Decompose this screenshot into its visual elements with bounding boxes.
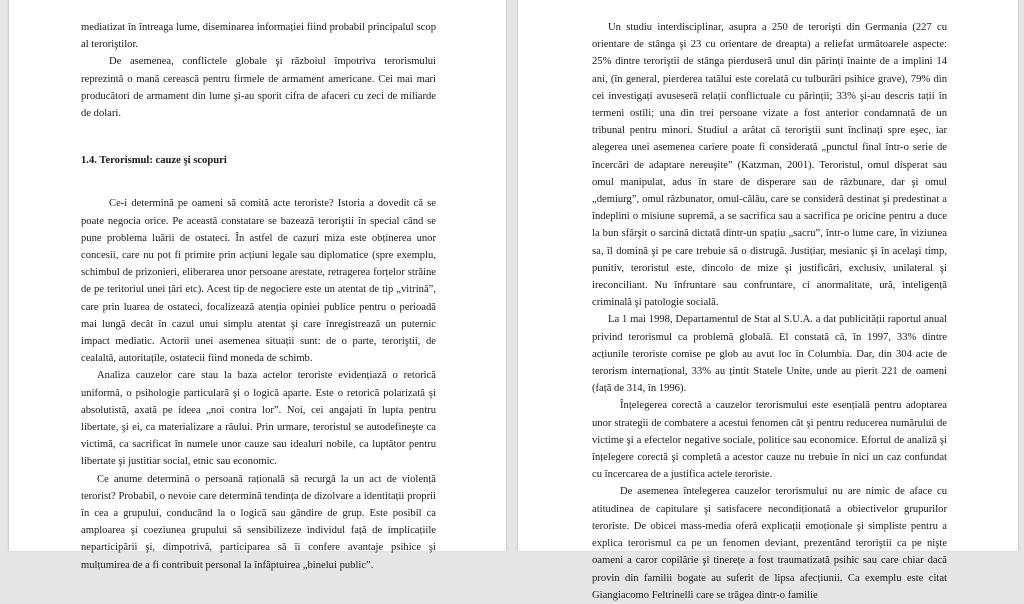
paragraph: La 1 mai 1998, Departamentul de Stat al S.U.A. a dat publicității raportul anual privind terorismul ca problemă globală. El constată că, în 1997, 33% dintre acțiunile teroriste comise pe glob au avut loc în Columbia. Dar, din 304 acte de terorism internațional, 33% au țintit Statele Unite, unde au pierit 221 de oameni (față de 314, în 1996). bbox=[592, 314, 947, 395]
paragraph: De asemenea întelegerea cauzelor terorismului nu are nimic de aface cu atitudinea de capitulare şi satisfacere necondiționată a obiectivelor grupurilor teroriste. De obicei mass-media oferă explicații emoționale şi simpliste pentru a explica terorismul ca pe un fenomen deviant, prezentând teroriştii ca pe nişte oameni a caror copilărie şi tinerețe a fost traumatizată psihic sau care chiar dacă provin din familii bogate au suferit de lipsa afecțiunii. Ca exemplu este citat Giangiacomo Feltrinelli care se trăgea dintr-o familie bbox=[592, 486, 947, 601]
paragraph: mediatizat în întreaga lume, diseminarea informației fiind probabil principalul scop al teroriştilor. bbox=[81, 22, 436, 51]
paragraph: Ce-i determină pe oameni să comită acte teroriste? Istoria a dovedit că se poate negocia orice. Pe această constatare se bazează teroriştii în special când se pune problema luării de ostateci. În astfel de cazuri miza este obținerea unor concesii, care nu pot fi primite prin acțiuni legale sau diplomatice (spre exemplu, schimbul de prizonieri, eliberarea unor persoane arestate, retragerea forțelor străine de pe teritoriul unei țări etc). Acest tip de negociere este un atentat de tip „vitrină”, care prin luarea de ostateci, focalizează atenția opiniei publice pentru o perioadă mai lungă decât în cazul unui simplu atentat şi care înregistrează un puternic impact mediatic. Actorii unei asemenea situații sunt: de o parte, teroriştii, de cealaltă, autoritațile, ostatecii fiind moneda de schimb. bbox=[81, 198, 436, 365]
paragraph: Analiza cauzelor care stau la baza actelor teroriste evidențiază o retorică uniformă, o psihologie particulară şi o logică aparte. Este o retorică polarizată şi absolutistă, axată pe ideea „noi contra lor”. Noi, cei angajati în lupta pentru libertate, şi ei, ca materializare a răului. Prin urmare, teroristul se autodefineşte ca victimă, ca sacrificat în numele unor cauze sau idealuri nobile, ca luptător pentru libertate şi justitiar social, etnic sau economic. bbox=[81, 370, 436, 468]
section-heading: 1.4. Terorismul: cauze şi scopuri bbox=[81, 155, 227, 167]
document-page-right bbox=[517, 0, 1019, 601]
text-column bbox=[81, 19, 436, 574]
paragraph: Un studiu interdisciplinar, asupra a 250 de terorişti din Germania (227 cu orientare de stânga şi 23 cu orientare de dreapta) a reliefat următoarele aspecte: 25% dintre teroriştii de stânga pierduseră unul din părinți înainte de a implini 14 ani, (în general, pierderea tatălui este corelată cu tulburări psihice grave), 79% din cei investigați avuseseră relații conflictuale cu părinții; 33% şi-au descris tații în termeni ostili; una din trei persoane vizate a fost anterior condamnată de un tribunal pentru minori. Studiul a arătat că teroriştii sunt înclinați spre eşec, iar alegerea unei asemenea cariere poate fi considerată „punctul final într-o serie de încercări de adaptare nereuşite” (Katzman, 2001). Teroristul, omul disperat sau omul manipulat, adus în stare de disperare sau de răzbunare, dar şi omul „demiurg”, omul răzbunator, omul-călău, care se consideră destinat şi predestinat a îndeplini o misiune supremă, a se sacrifica sau a sacrifica pe oricine pentru a duce la bun sfârşit o sarcină dictată dintr-un spațiu „sacru”, într-o lume care, în viziunea sa, îl domină şi pe care trebuie să o distrugă. Justițiar, mesianic şi în acelaşi timp, punitiv, teroristul este, dincolo de mize şi justificări, exclusiv, unilateral şi ireconciliant. Nu înfruntare sau confruntare, ci anormalitate, ură, inteligență criminală şi patologie socială. bbox=[592, 22, 947, 309]
document-page-left bbox=[8, 0, 507, 571]
paragraph: De asemenea, conflictele globale şi războiul împotriva terorismului reprezintă o mană cerească pentru firmele de armament americane. Cei mai mari producători de armament din lume şi-au sporit cifra de afaceri cu zeci de miliarde de dolari. bbox=[81, 56, 436, 120]
text-column bbox=[592, 19, 947, 604]
paragraph: Ce anume determină o persoană rațională să recurgă la un act de violență terorist? Probabil, o nevoie care determină tendința de dizolvare a identitații proprii în cea a grupului, conducând la o logică sau gândire de grup. Este posibil ca amploarea şi coeziunea grupului să sensibilizeze individul față de implicațiile neparticipării şi, dimpotrivă, participarea să îi confere avantaje psihice şi mulțumirea de a fi contribuit personal la înfăptuirea „binelui public”. bbox=[81, 473, 436, 571]
paragraph: Înțelegerea corectă a cauzelor terorismului este esențială pentru adoptarea unor strategii de combatere a acestui fenomen cât şi pentru reducerea numărului de victime şi a efectelor negative sociale, politice sau economice. Efortul de analiză şi înțelegere corectă şi completă a acestor cauze nu trebuie în nici un caz confundat cu încercarea de a justifica actele teroriste. bbox=[592, 400, 947, 481]
